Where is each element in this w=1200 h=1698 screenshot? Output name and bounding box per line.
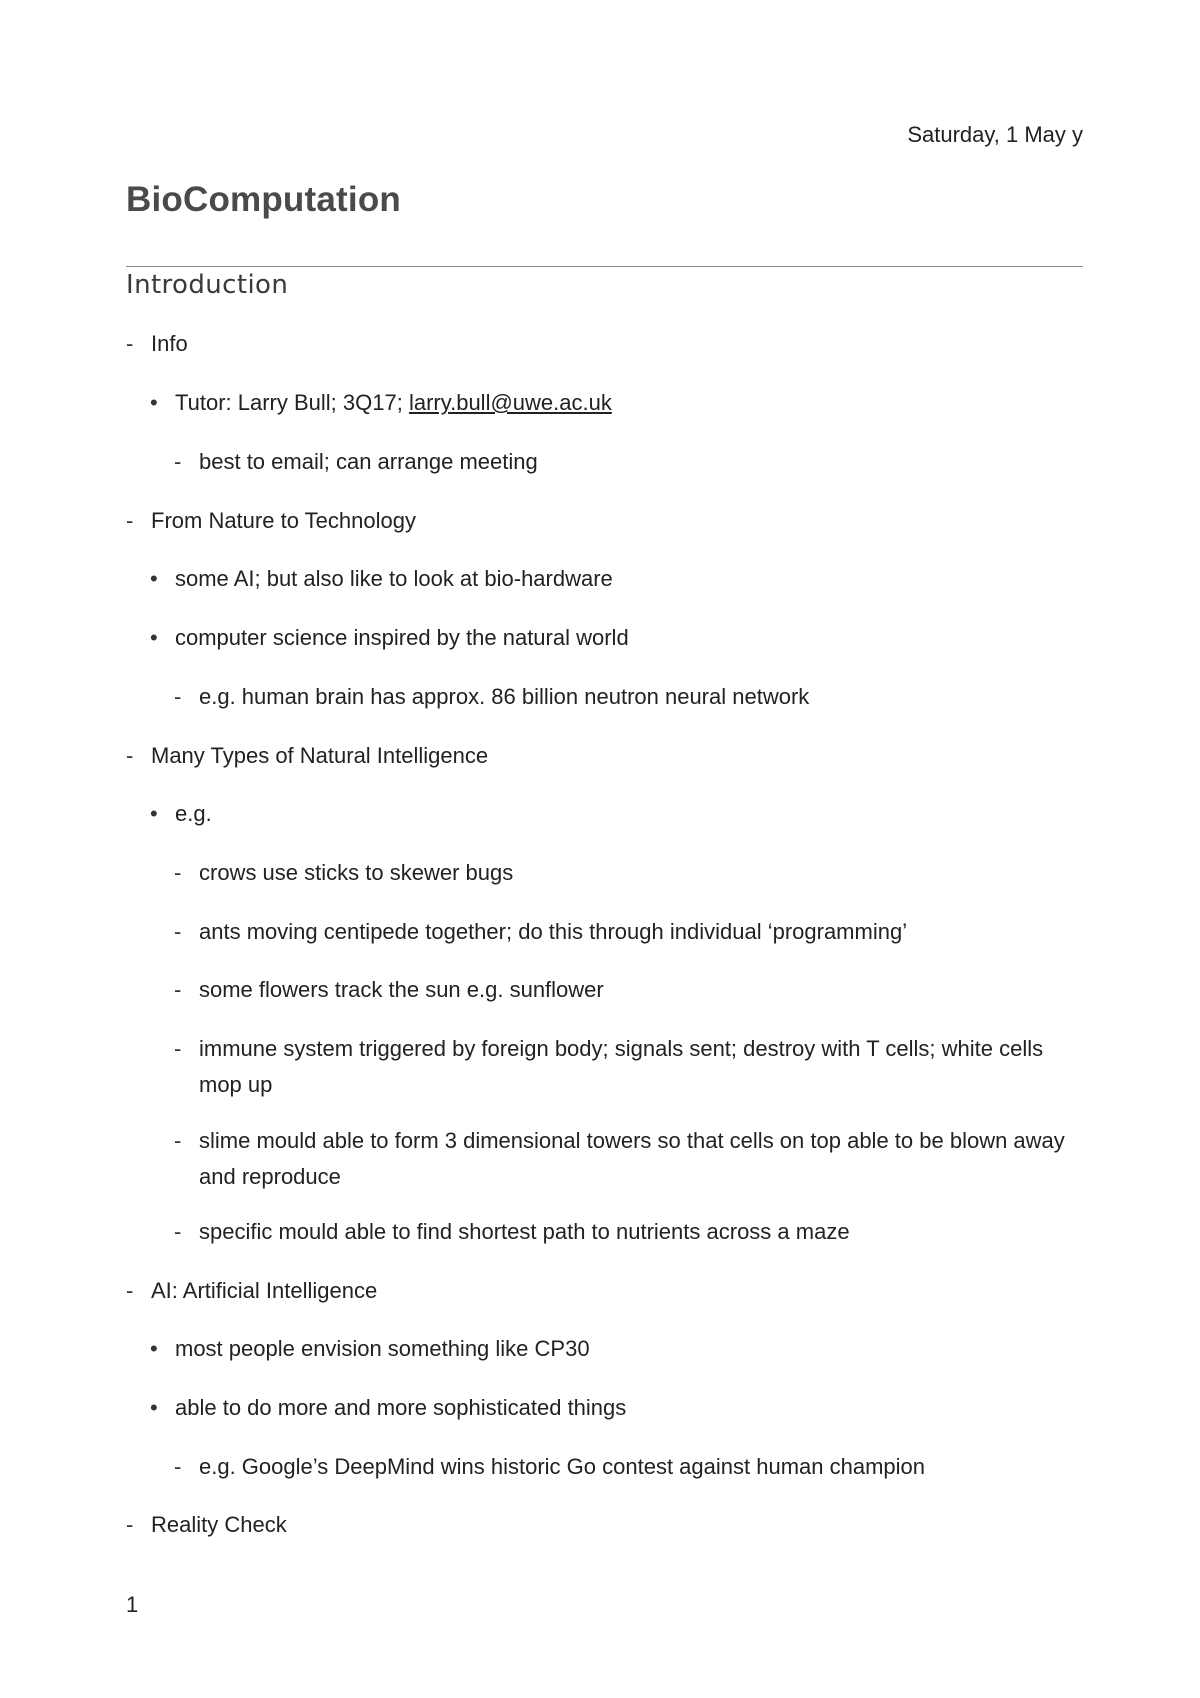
bullet-marker: • bbox=[150, 566, 158, 591]
item-text: most people envision something like CP30 bbox=[175, 1336, 590, 1361]
dash-marker: - bbox=[174, 1036, 182, 1061]
dash-marker: - bbox=[126, 743, 134, 768]
item-text: crows use sticks to skewer bugs bbox=[199, 860, 514, 885]
item-text: some AI; but also like to look at bio-hardware bbox=[175, 566, 613, 591]
dash-marker: - bbox=[126, 1278, 134, 1303]
document-title: BioComputation bbox=[126, 180, 401, 219]
item-text: Reality Check bbox=[151, 1512, 287, 1537]
dash-marker: - bbox=[174, 1454, 182, 1479]
item-text: e.g. Google’s DeepMind wins historic Go contest against human champion bbox=[199, 1454, 925, 1479]
dash-marker: - bbox=[174, 684, 182, 709]
dash-marker: - bbox=[174, 860, 182, 885]
outline-item bbox=[126, 1273, 1086, 1309]
item-text: computer science inspired by the natural world bbox=[175, 625, 629, 650]
outline-item bbox=[150, 561, 1086, 597]
bullet-marker: • bbox=[150, 801, 158, 826]
outline-item bbox=[150, 1390, 1086, 1426]
outline-item bbox=[174, 1449, 1086, 1485]
dash-marker: - bbox=[174, 977, 182, 1002]
outline-item bbox=[174, 972, 1086, 1008]
outline-item bbox=[174, 914, 1086, 950]
item-text bbox=[150, 385, 1086, 421]
outline-item bbox=[126, 503, 1086, 539]
dash-marker: - bbox=[174, 449, 182, 474]
outline-item bbox=[174, 444, 1086, 480]
item-text: From Nature to Technology bbox=[151, 508, 416, 533]
outline-item bbox=[150, 620, 1086, 656]
document-date: Saturday, 1 May y bbox=[907, 122, 1083, 147]
outline-item bbox=[174, 1214, 1086, 1250]
outline-item bbox=[150, 1331, 1086, 1367]
item-text: e.g. human brain has approx. 86 billion neutron neural network bbox=[199, 684, 810, 709]
dash-marker: - bbox=[174, 1128, 182, 1153]
bullet-marker: • bbox=[150, 625, 158, 650]
outline-item bbox=[174, 1123, 1086, 1195]
tutor-info: Tutor: Larry Bull; 3Q17; bbox=[175, 390, 409, 415]
item-text: slime mould able to form 3 dimensional towers so that cells on top able to be blown away and reproduce bbox=[199, 1128, 1065, 1189]
outline-item bbox=[126, 1507, 1086, 1543]
outline-item bbox=[126, 738, 1086, 774]
item-text: ants moving centipede together; do this through individual ‘programming’ bbox=[199, 919, 908, 944]
outline-item bbox=[174, 679, 1086, 715]
item-text: specific mould able to find shortest path to nutrients across a maze bbox=[199, 1219, 850, 1244]
outline-item bbox=[174, 855, 1086, 891]
dash-marker: - bbox=[174, 919, 182, 944]
outline-item bbox=[150, 796, 1086, 832]
section-heading: Introduction bbox=[126, 270, 289, 300]
item-text: Many Types of Natural Intelligence bbox=[151, 743, 489, 768]
bullet-marker: • bbox=[150, 1395, 158, 1420]
dash-marker: - bbox=[174, 1219, 182, 1244]
outline-item bbox=[126, 326, 1086, 362]
dash-marker: - bbox=[126, 331, 134, 356]
dash-marker: - bbox=[126, 508, 134, 533]
outline-item bbox=[174, 1031, 1086, 1103]
bullet-marker: • bbox=[150, 390, 158, 415]
dash-marker: - bbox=[126, 1512, 134, 1537]
item-text: best to email; can arrange meeting bbox=[199, 449, 538, 474]
outline-item bbox=[150, 385, 1086, 421]
page-number: 1 bbox=[126, 1592, 139, 1617]
item-text: immune system triggered by foreign body; signals sent; destroy with T cells; white cells mop up bbox=[199, 1036, 1044, 1097]
item-text: able to do more and more sophisticated things bbox=[175, 1395, 627, 1420]
bullet-marker: • bbox=[150, 1336, 158, 1361]
tutor-email-link[interactable]: larry.bull@uwe.ac.uk bbox=[408, 390, 612, 415]
item-text: Info bbox=[151, 331, 188, 356]
item-text: AI: Artificial Intelligence bbox=[151, 1278, 378, 1303]
item-text: e.g. bbox=[175, 801, 212, 826]
item-text: some flowers track the sun e.g. sunflower bbox=[199, 977, 604, 1002]
